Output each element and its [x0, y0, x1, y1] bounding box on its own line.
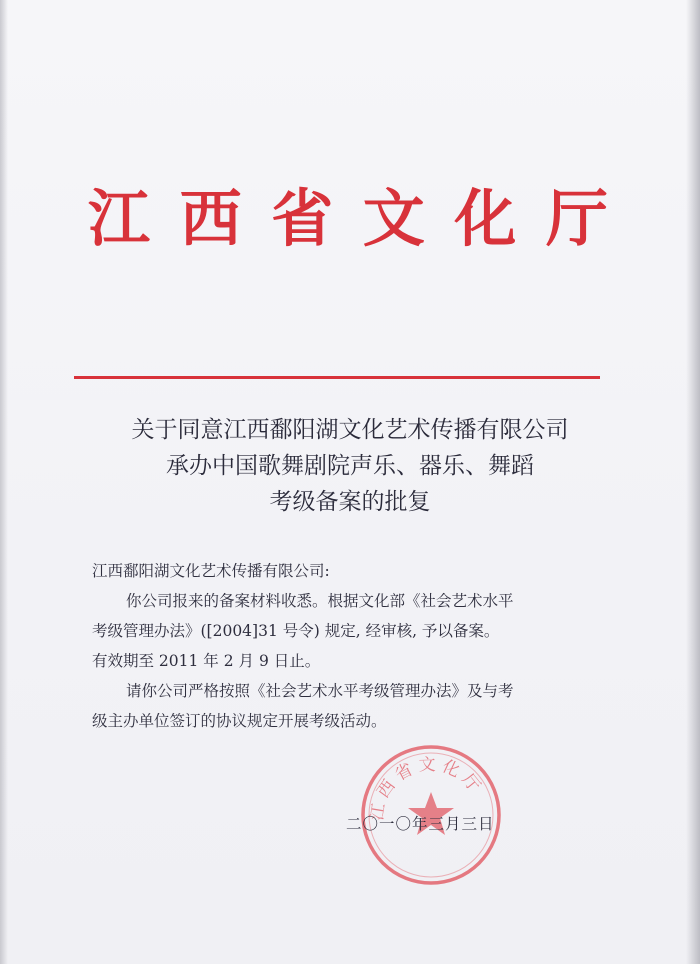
- letterhead-char: 厅: [545, 182, 608, 255]
- svg-text:江西省文化厅: 江西省文化厅: [367, 754, 487, 823]
- body-line: 考级管理办法》([2004]31 号令) 规定, 经审核, 予以备案。: [92, 622, 500, 640]
- letterhead-char: 文: [362, 182, 425, 255]
- letterhead: [88, 182, 608, 255]
- document-body: [92, 556, 612, 736]
- body-line: 你公司报来的备案材料收悉。根据文化部《社会艺术水平: [126, 592, 514, 610]
- red-divider-line: [74, 376, 600, 379]
- letterhead-char: 江: [88, 182, 151, 255]
- letterhead-char: 省: [271, 182, 334, 255]
- letterhead-char: 化: [454, 182, 517, 255]
- document-date: 二〇一〇年三月三日: [346, 815, 495, 833]
- title-line: 考级备案的批复: [269, 489, 431, 515]
- letterhead-char: 西: [179, 182, 242, 255]
- title-line: 关于同意江西鄱阳湖文化艺术传播有限公司: [131, 417, 569, 443]
- body-line: 有效期至 2011 年 2 月 9 日止。: [92, 652, 321, 670]
- body-line: 级主办单位签订的协议规定开展考级活动。: [92, 712, 387, 730]
- body-line: 请你公司严格按照《社会艺术水平考级管理办法》及与考: [126, 682, 514, 700]
- title-line: 承办中国歌舞剧院声乐、器乐、舞蹈: [166, 453, 534, 479]
- document-title: [60, 412, 640, 520]
- salutation: 江西鄱阳湖文化艺术传播有限公司:: [92, 562, 330, 580]
